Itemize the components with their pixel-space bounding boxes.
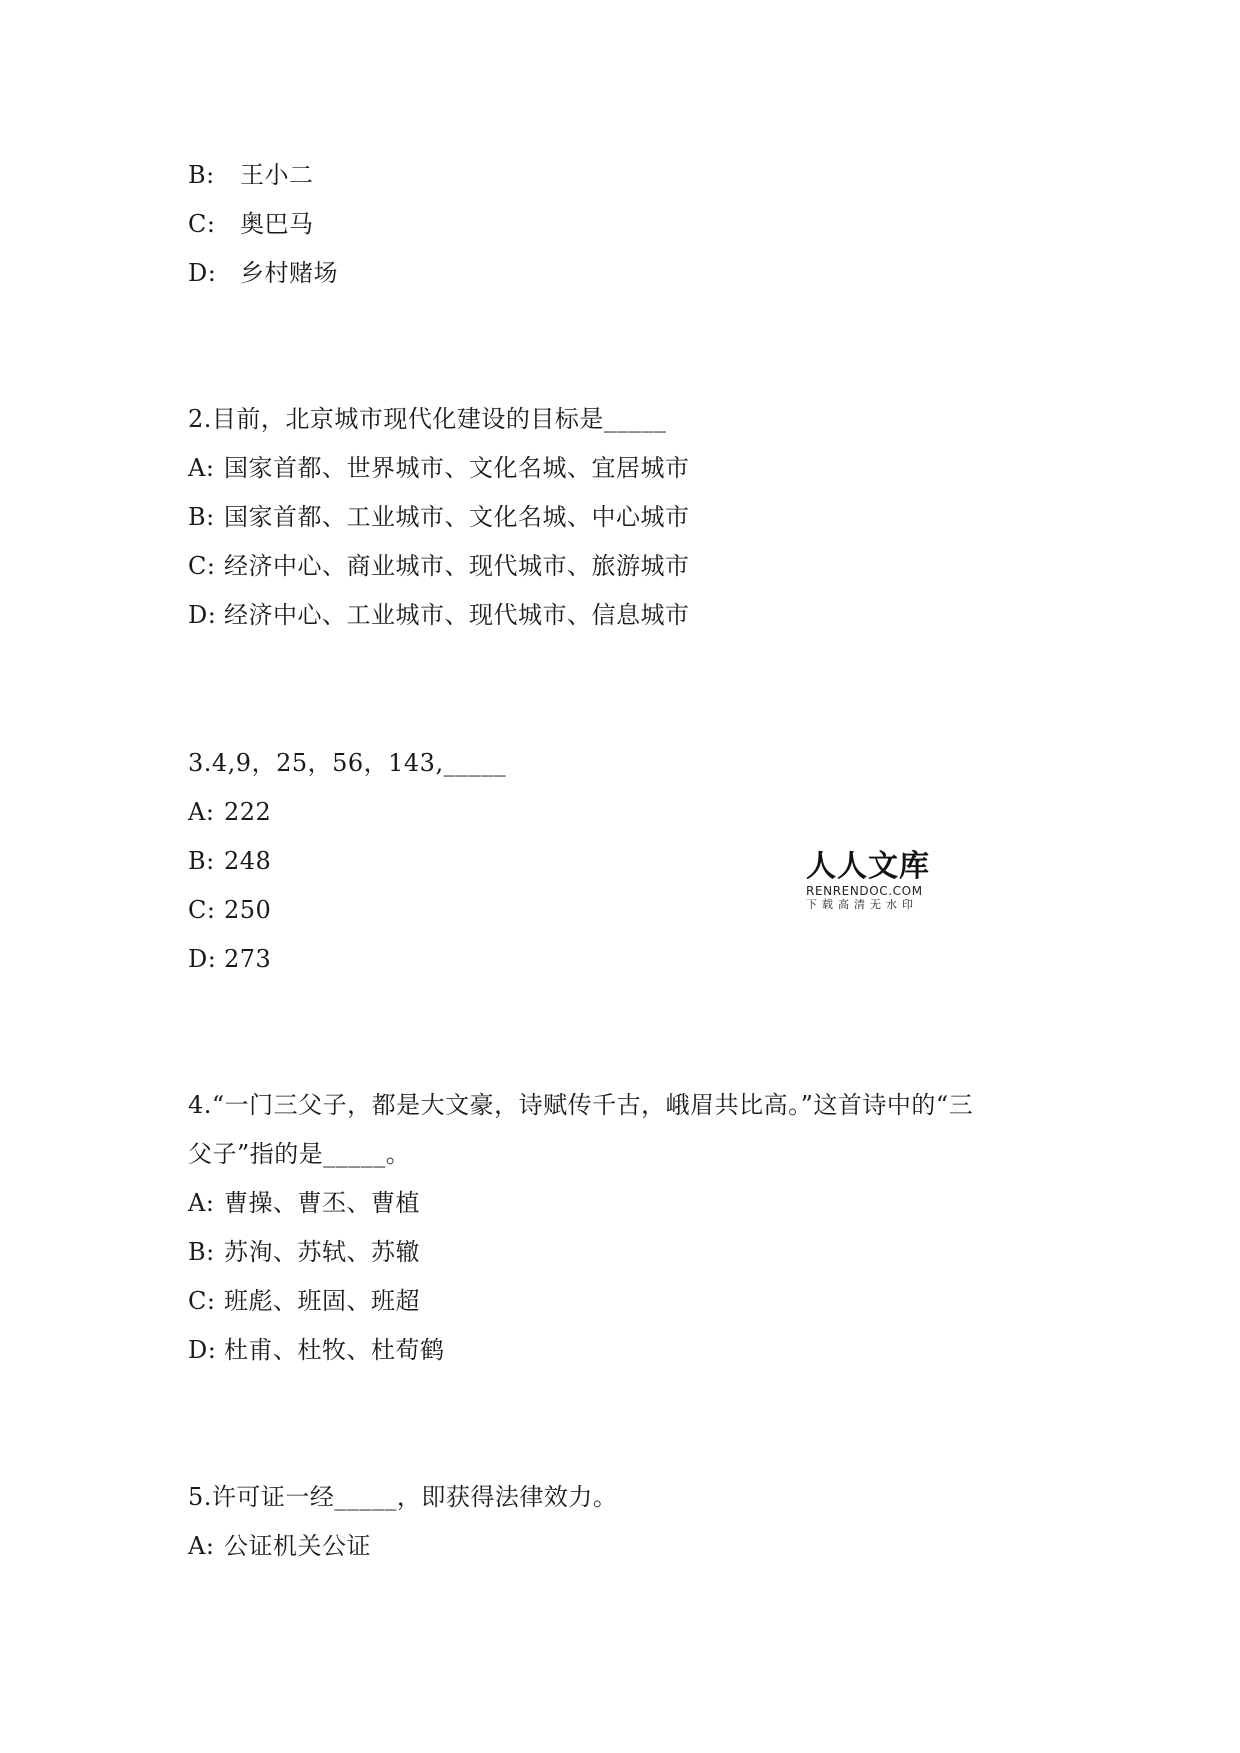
q4-stem-line1: 4.“一门三父子，都是大文豪，诗赋传千古，峨眉共比高。”这首诗中的“三: [188, 1091, 974, 1119]
q4-option-c-label: C:: [188, 1287, 216, 1315]
q4-option-c: [188, 1286, 420, 1316]
watermark-url: RENRENDOC.COM: [806, 884, 923, 898]
q2-option-d-label: D:: [188, 601, 217, 629]
q1-option-d-label: D:: [188, 259, 217, 287]
q2-stem: 2.目前，北京城市现代化建设的目标是_____: [188, 405, 667, 433]
q3-option-c-label: C:: [188, 896, 216, 924]
q2-option-c-label: C:: [188, 552, 216, 580]
q4-option-a: [188, 1188, 420, 1218]
watermark: [806, 850, 936, 912]
q1-option-c-text: 奥巴马: [240, 210, 314, 238]
q4-option-b: [188, 1237, 420, 1267]
q3-option-b-label: B:: [188, 847, 215, 875]
q4-option-d: [188, 1335, 445, 1365]
q1-option-d-text: 乡村赌场: [240, 259, 338, 287]
q1-option-d: [188, 258, 338, 288]
q4-option-d-label: D:: [188, 1336, 217, 1364]
q3-option-d: [188, 944, 271, 974]
q4-option-b-text: 苏洵、苏轼、苏辙: [224, 1238, 420, 1266]
q3-option-a-label: A:: [188, 798, 215, 826]
q4-option-a-text: 曹操、曹丕、曹植: [224, 1189, 420, 1217]
q5-option-a: [188, 1531, 371, 1561]
q2-option-c: [188, 551, 690, 581]
q5-option-a-text: 公证机关公证: [224, 1532, 371, 1560]
q3-option-a-text: 222: [224, 798, 272, 826]
q1-option-b-label: B:: [188, 161, 215, 189]
q2-option-c-text: 经济中心、商业城市、现代城市、旅游城市: [224, 552, 690, 580]
q2-option-a-text: 国家首都、世界城市、文化名城、宜居城市: [224, 454, 690, 482]
q1-option-c-label: C:: [188, 210, 216, 238]
q3-stem: 3.4,9，25，56，143,_____: [188, 749, 507, 777]
watermark-subtitle: 下载高清无水印: [806, 898, 918, 911]
q4-option-d-text: 杜甫、杜牧、杜荀鹤: [224, 1336, 445, 1364]
q5-option-a-label: A:: [188, 1532, 215, 1560]
q4-option-c-text: 班彪、班固、班超: [224, 1287, 420, 1315]
q3-option-b: [188, 846, 271, 876]
q3-option-c: [188, 895, 271, 925]
q3-option-b-text: 248: [224, 847, 272, 875]
q3-option-d-label: D:: [188, 945, 217, 973]
q4-option-a-label: A:: [188, 1189, 215, 1217]
q2-option-a: [188, 453, 690, 483]
q2-option-d: [188, 600, 690, 630]
q3-option-d-text: 273: [224, 945, 272, 973]
q2-option-b: [188, 502, 690, 532]
q2-option-b-text: 国家首都、工业城市、文化名城、中心城市: [224, 503, 690, 531]
q2-option-b-label: B:: [188, 503, 215, 531]
q4-stem-line2: 父子”指的是_____。: [188, 1140, 411, 1168]
q3-option-a: [188, 797, 271, 827]
q2-option-a-label: A:: [188, 454, 215, 482]
q1-option-b-text: 王小二: [240, 161, 314, 189]
q2-option-d-text: 经济中心、工业城市、现代城市、信息城市: [224, 601, 690, 629]
q4-option-b-label: B:: [188, 1238, 215, 1266]
q3-option-c-text: 250: [224, 896, 272, 924]
watermark-title: 人人文库: [806, 849, 930, 884]
q1-option-b: [188, 160, 314, 190]
q1-option-c: [188, 209, 314, 239]
q5-stem: 5.许可证一经_____，即获得法律效力。: [188, 1483, 618, 1511]
